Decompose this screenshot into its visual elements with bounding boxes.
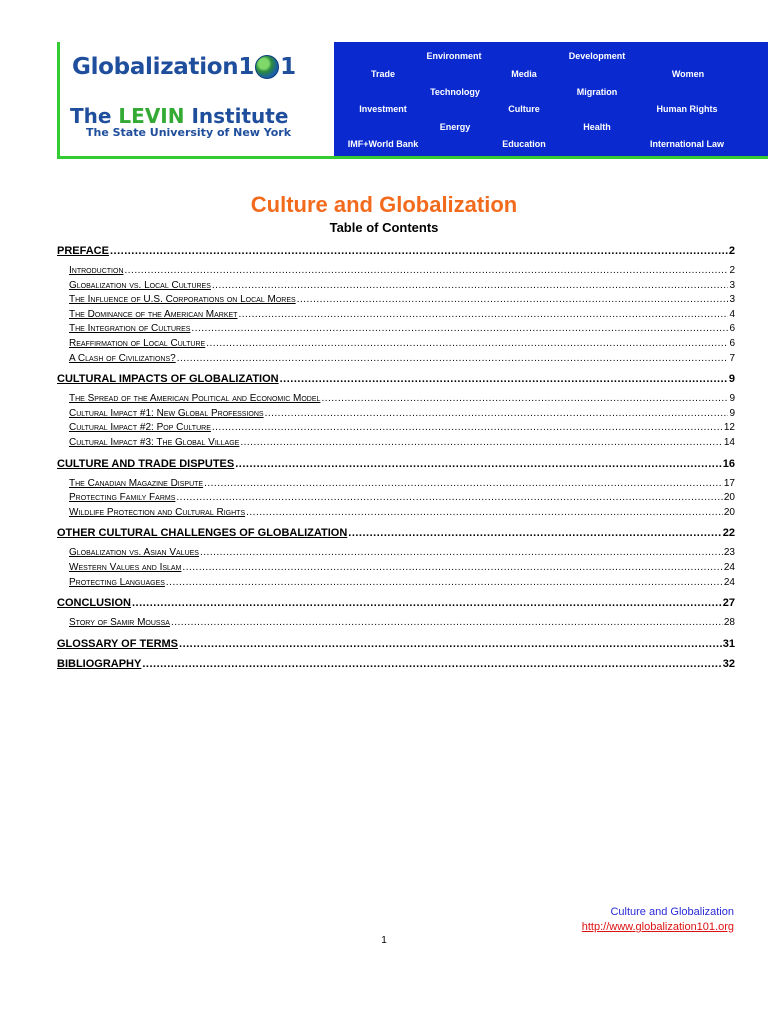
toc-page-number: 20 [723, 506, 735, 518]
toc-entry-link[interactable]: Cultural Impact #2: Pop Culture [69, 422, 211, 434]
topic-environment[interactable]: Environment [426, 51, 482, 61]
toc-leader-dots [348, 526, 721, 540]
page-number: 1 [381, 935, 387, 946]
logo-word: Globalization [72, 54, 239, 80]
toc-page-number: 9 [729, 393, 735, 405]
toc-leader-dots [240, 436, 723, 451]
toc-page-number: 20 [723, 492, 735, 504]
topics-nav [334, 42, 768, 159]
toc-entry-link[interactable]: Introduction [69, 265, 124, 276]
toc-subsection-row[interactable] [57, 561, 735, 576]
toc-subsection-row[interactable] [57, 477, 735, 492]
toc-section-row[interactable] [57, 372, 735, 386]
toc-entry-link[interactable]: The Influence of U.S. Corporations on Local Mores [69, 294, 296, 306]
toc-subsection-row[interactable] [57, 308, 735, 323]
topic-imf-world-bank[interactable]: IMF+World Bank [347, 139, 419, 149]
topic-health[interactable]: Health [583, 122, 611, 132]
toc-subsection-row[interactable] [57, 264, 735, 279]
toc-section-row[interactable] [57, 244, 735, 258]
topic-investment[interactable]: Investment [359, 104, 407, 114]
topic-technology[interactable]: Technology [430, 87, 480, 97]
topic-culture[interactable]: Culture [508, 104, 540, 114]
toc-subsection-row[interactable] [57, 421, 735, 436]
toc-entry-link[interactable]: Globalization vs. Asian Values [69, 547, 199, 559]
topic-human-rights[interactable]: Human Rights [656, 104, 718, 114]
toc-subsection-row[interactable] [57, 616, 735, 631]
table-of-contents [57, 244, 735, 671]
toc-subsection-row[interactable] [57, 506, 735, 521]
toc-entry-link[interactable]: BIBLIOGRAPHY [57, 657, 142, 670]
toc-leader-dots [206, 337, 728, 352]
toc-leader-dots [171, 616, 723, 631]
institute-accent: LEVIN [118, 104, 185, 128]
toc-entry-link[interactable]: PREFACE [57, 245, 109, 257]
toc-leader-dots [297, 293, 729, 308]
institute-prefix: The [70, 104, 119, 128]
toc-leader-dots [235, 457, 722, 471]
toc-leader-dots [246, 506, 723, 521]
footer-url-link[interactable]: http://www.globalization101.org [581, 921, 734, 933]
toc-subsection-row[interactable] [57, 546, 735, 561]
toc-leader-dots [191, 322, 728, 337]
institute-suffix: Institute [184, 104, 289, 128]
logo-panel [57, 42, 334, 159]
toc-leader-dots [321, 392, 728, 407]
topic-international-law[interactable]: International Law [649, 139, 725, 149]
toc-entry-link[interactable]: The Spread of the American Political and Economic Model [69, 393, 321, 405]
toc-page-number: 9 [729, 407, 735, 419]
footer-title: Culture and Globalization [610, 906, 734, 918]
toc-page-number: 3 [729, 279, 735, 291]
toc-section-row[interactable] [57, 457, 735, 471]
toc-page-number: 31 [722, 637, 735, 650]
toc-page-number: 27 [722, 597, 735, 610]
toc-section-row[interactable] [57, 596, 735, 610]
toc-page-number: 23 [723, 547, 735, 559]
toc-leader-dots [212, 421, 723, 436]
toc-entry-link[interactable]: Protecting Languages [69, 576, 165, 588]
toc-entry-link[interactable]: Wildlife Protection and Cultural Rights [69, 506, 246, 518]
toc-subsection-row[interactable] [57, 293, 735, 308]
toc-page-number: 6 [729, 337, 735, 349]
toc-subsection-row[interactable] [57, 407, 735, 422]
toc-entry-link[interactable]: GLOSSARY OF TERMS [57, 637, 179, 650]
toc-page-number: 9 [728, 373, 735, 386]
toc-subsection-row[interactable] [57, 322, 735, 337]
toc-entry-link[interactable]: Protecting Family Farms [69, 492, 176, 504]
toc-leader-dots [265, 407, 729, 422]
toc-subsection-row[interactable] [57, 491, 735, 506]
topic-energy[interactable]: Energy [439, 122, 471, 132]
toc-entry-link[interactable]: Western Values and Islam [69, 561, 182, 573]
topic-migration[interactable]: Migration [576, 87, 618, 97]
toc-entry-link[interactable]: The Dominance of the American Market [69, 308, 238, 320]
toc-entry-link[interactable]: OTHER CULTURAL CHALLENGES OF GLOBALIZATION [57, 527, 348, 540]
toc-entry-link[interactable]: CULTURAL IMPACTS OF GLOBALIZATION [57, 373, 279, 386]
toc-page-number: 7 [729, 352, 735, 364]
toc-entry-link[interactable]: Reaffirmation of Local Culture [69, 337, 206, 349]
topic-media[interactable]: Media [511, 69, 537, 79]
toc-leader-dots [132, 596, 722, 610]
toc-page-number: 24 [723, 561, 735, 573]
document-title: Culture and Globalization [250, 192, 518, 217]
toc-page-number: 2 [728, 245, 735, 257]
toc-section-row[interactable] [57, 637, 735, 651]
toc-leader-dots [110, 244, 728, 258]
toc-heading: Table of Contents [329, 220, 439, 235]
toc-leader-dots [176, 491, 722, 506]
toc-entry-link[interactable]: CULTURE AND TRADE DISPUTES [57, 457, 235, 470]
toc-leader-dots [179, 637, 722, 651]
toc-leader-dots [125, 264, 729, 279]
topic-women[interactable]: Women [671, 69, 705, 79]
toc-leader-dots [166, 576, 723, 591]
toc-entry-link[interactable]: The Integration of Cultures [69, 323, 191, 335]
topic-development[interactable]: Development [568, 51, 626, 61]
toc-entry-link[interactable]: Globalization vs. Local Cultures [69, 279, 211, 291]
toc-page-number: 3 [729, 294, 735, 306]
levin-institute-logo[interactable] [70, 104, 288, 128]
toc-page-number: 2 [729, 265, 735, 276]
toc-entry-link[interactable]: CONCLUSION [57, 597, 131, 610]
toc-entry-link[interactable]: Cultural Impact #1: New Global Professions [69, 407, 264, 419]
toc-page-number: 14 [723, 436, 735, 448]
toc-page-number: 12 [723, 422, 735, 434]
toc-page-number: 6 [729, 323, 735, 335]
toc-subsection-row[interactable] [57, 352, 735, 367]
toc-page-number: 16 [722, 457, 735, 470]
toc-subsection-row[interactable] [57, 392, 735, 407]
toc-entry-link[interactable]: The Canadian Magazine Dispute [69, 477, 204, 489]
topic-education[interactable]: Education [502, 139, 546, 149]
toc-leader-dots [212, 279, 729, 294]
topic-trade[interactable]: Trade [370, 69, 396, 79]
toc-page-number: 17 [723, 477, 735, 489]
toc-entry-link[interactable]: Cultural Impact #3: The Global Village [69, 436, 240, 448]
header-banner [57, 42, 768, 162]
toc-subsection-row[interactable] [57, 436, 735, 451]
toc-leader-dots [177, 352, 729, 367]
toc-leader-dots [182, 561, 722, 576]
logo-number [238, 54, 295, 80]
logo-digit-one: 1 [238, 54, 255, 80]
toc-page-number: 4 [729, 308, 735, 320]
toc-page-number: 32 [722, 657, 735, 670]
toc-leader-dots [204, 477, 723, 492]
toc-section-row[interactable] [57, 657, 735, 671]
toc-leader-dots [200, 546, 723, 561]
globe-icon [255, 55, 279, 79]
toc-page-number: 24 [723, 576, 735, 588]
toc-page-number: 22 [722, 527, 735, 540]
toc-subsection-row[interactable] [57, 279, 735, 294]
toc-entry-link[interactable]: Story of Samir Moussa [69, 617, 170, 629]
toc-entry-link[interactable]: A Clash of Civilizations? [69, 352, 176, 364]
toc-leader-dots [280, 372, 728, 386]
toc-section-row[interactable] [57, 526, 735, 540]
logo-digit-one-b: 1 [280, 54, 296, 80]
toc-page-number: 28 [723, 617, 735, 629]
globalization101-logo[interactable] [72, 54, 296, 80]
toc-subsection-row[interactable] [57, 337, 735, 352]
toc-subsection-row[interactable] [57, 576, 735, 591]
toc-leader-dots [142, 657, 721, 671]
toc-leader-dots [238, 308, 728, 323]
university-name: The State University of New York [86, 126, 292, 139]
